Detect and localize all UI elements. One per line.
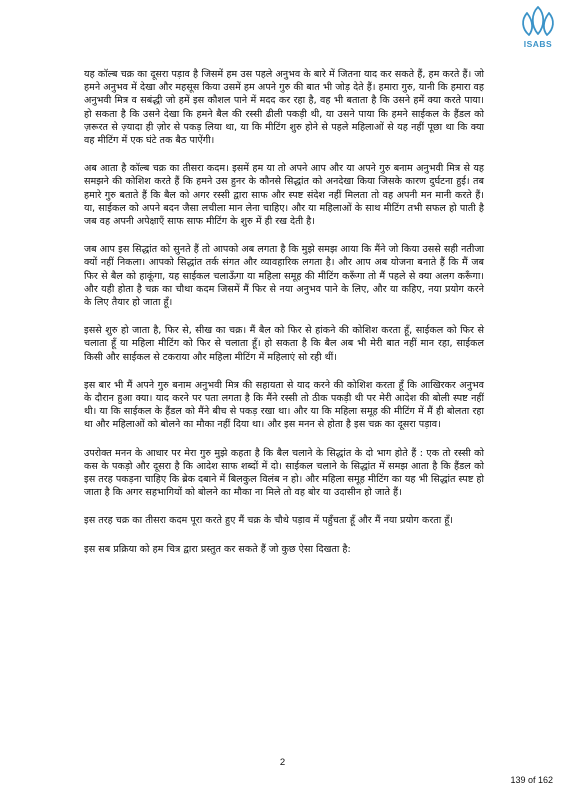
page-number: 2 <box>279 757 286 768</box>
paragraph: उपरोक्त मनन के आधार पर मेरा गुरु मुझे कहता है कि बैल चलाने के सिद्धांत के दो भाग होते हैं : एक तो रस्सी को कस के पकड़ो और दूसरा है कि आदेश साफ शब्दों में दो। साईकल चलाने के सिद्धांत में समझ आता है कि हैंडल को इस तरह पकड़ना चाहिए कि ब्रेक दबाने में बिलकुल विलंब न हो। और महिला समूह मीटिंग का यह भी सिद्धांत स्पष्ट हो जाता है कि अगर सहभागियों को बोलने का मौका ना मिले तो वह बोर या उदासीन हो जाते हैं। <box>84 447 484 499</box>
document-body <box>84 68 484 571</box>
paragraph: यह कॉल्ब चक्र का दूसरा पड़ाव है जिसमें हम उस पहले अनुभव के बारे में जितना याद कर सकते हैं, हम करते हैं। जो हमने अनुभव में देखा और महसूस किया उसमें हम अपने गुरु की बात भी जोड़ देते हैं। हमारा गुरु, यानी कि हमारा वह अनुभवी मित्र व सबंद्धी जो हमें इस कौशल पाने में मदद कर रहा है, वह भी बताता है कि उसने हमें क्या करते पाया। हो सकता है कि उसने देखा कि हमने बैल की रस्सी ढीली पकड़ी थी, या उसने पाया कि हमने साईकल के हैंडल को ज़रूरत से ज़्यादा ही ज़ोर से पकड़ लिया था, या कि मीटिंग शुरु होने से पहले महिलाओं से यह नहीं पूछा था कि क्या वह मीटिंग में एक घंटे तक बैठ पाऐंगी। <box>84 69 484 147</box>
lotus-logo-icon <box>516 4 560 38</box>
page-count: 139 of 162 <box>510 775 553 785</box>
paragraph: जब आप इस सिद्धांत को सुनते हैं तो आपको अब लगता है कि मुझे समझ आया कि मैंने जो किया उससे सही नतीजा क्यों नहीं निकला। आपको सिद्धांत तर्क संगत और व्यावहारिक लगता है। और आप अब योजना बनाते हैं कि मैं जब फिर से बैल को हाकूंगा, यह साईकल चलाऊँगा या महिला समूह की मीटिंग करूँगा तो मैं पहले से क्या अलग करूँगा। और यही होता है चक्र का चौथा कदम जिसमें मैं फिर से नया अनुभव पाने के लिए, और या कहिए, नया प्रयोग करने के लिए तैयार हो जाता हूँ। <box>84 244 484 309</box>
paragraph: इस तरह चक्र का तीसरा कदम पूरा करते हुए मैं चक्र के चौथे पड़ाव में पहुँचता हूँ और मैं नया प्रयोग करता हूँ। <box>84 515 453 527</box>
paragraph: इससे शुरु हो जाता है, फिर से, सीख का चक्र। मैं बैल को फिर से हांकने की कोशिश करता हूँ, साईकल को फिर से चलाता हूँ या महिला मीटिंग को फिर से चलाता हूँ। हो सकता है कि बैल अब भी मेरी बात नहीं मान रहा, साईकल किसी और साईकल से टकराया और महिला मीटिंग में महिलाएं सो रही थीं। <box>84 325 484 363</box>
paragraph: इस सब प्रक्रिया को हम चित्र द्वारा प्रस्तुत कर सकते हैं जो कुछ ऐसा दिखता है: <box>84 543 351 555</box>
logo-text: ISABS <box>523 39 553 49</box>
paragraph: इस बार भी मैं अपने गुरु बनाम अनुभवी मित्र की सहायता से याद करने की कोशिश करता हूँ कि आखिरकर अनुभव के दौरान हुआ क्या। याद करने पर पता लगता है कि मैंने रस्सी तो ठीक पकड़ी थी पर मेरी आदेश की बोली स्पष्ट नहीं थी। या कि साईकल के हैंडल को मैंने बीच से पकड़ रखा था। और या कि महिला समूह की मीटिंग में मैं ही बोलता रहा था और महिलाओं को बोलने का मौका नहीं दिया था। और इस मनन से होता है इस चक्र का दूसरा पड़ाव। <box>84 379 484 431</box>
isabs-logo <box>514 4 562 52</box>
paragraph: अब आता है कॉल्ब चक्र का तीसरा कदम। इसमें हम या तो अपने आप और या अपने गुरु बनाम अनुभवी मित्र से यह समझने की कोशिश करते हैं कि हमने उस हुनर के कौनसे सिद्धांत को अनदेखा किया जिसके कारण दुर्घटना हुई। तब हमारे गुरु बताते हैं कि बैल को अगर रस्सी द्वारा साफ और स्पष्ट संदेश नहीं मिलता तो वह अपनी मन मानी करते हैं। या, साईकल को अपने बदन जैसा लचीला मान लेना चाहिए। और या महिलाओं के साथ मीटिंग तभी सफल हो पाती है जब वह अपनी अपेक्षाएँ साफ साफ मीटिंग के शुरु में ही रख देती है। <box>84 163 484 228</box>
